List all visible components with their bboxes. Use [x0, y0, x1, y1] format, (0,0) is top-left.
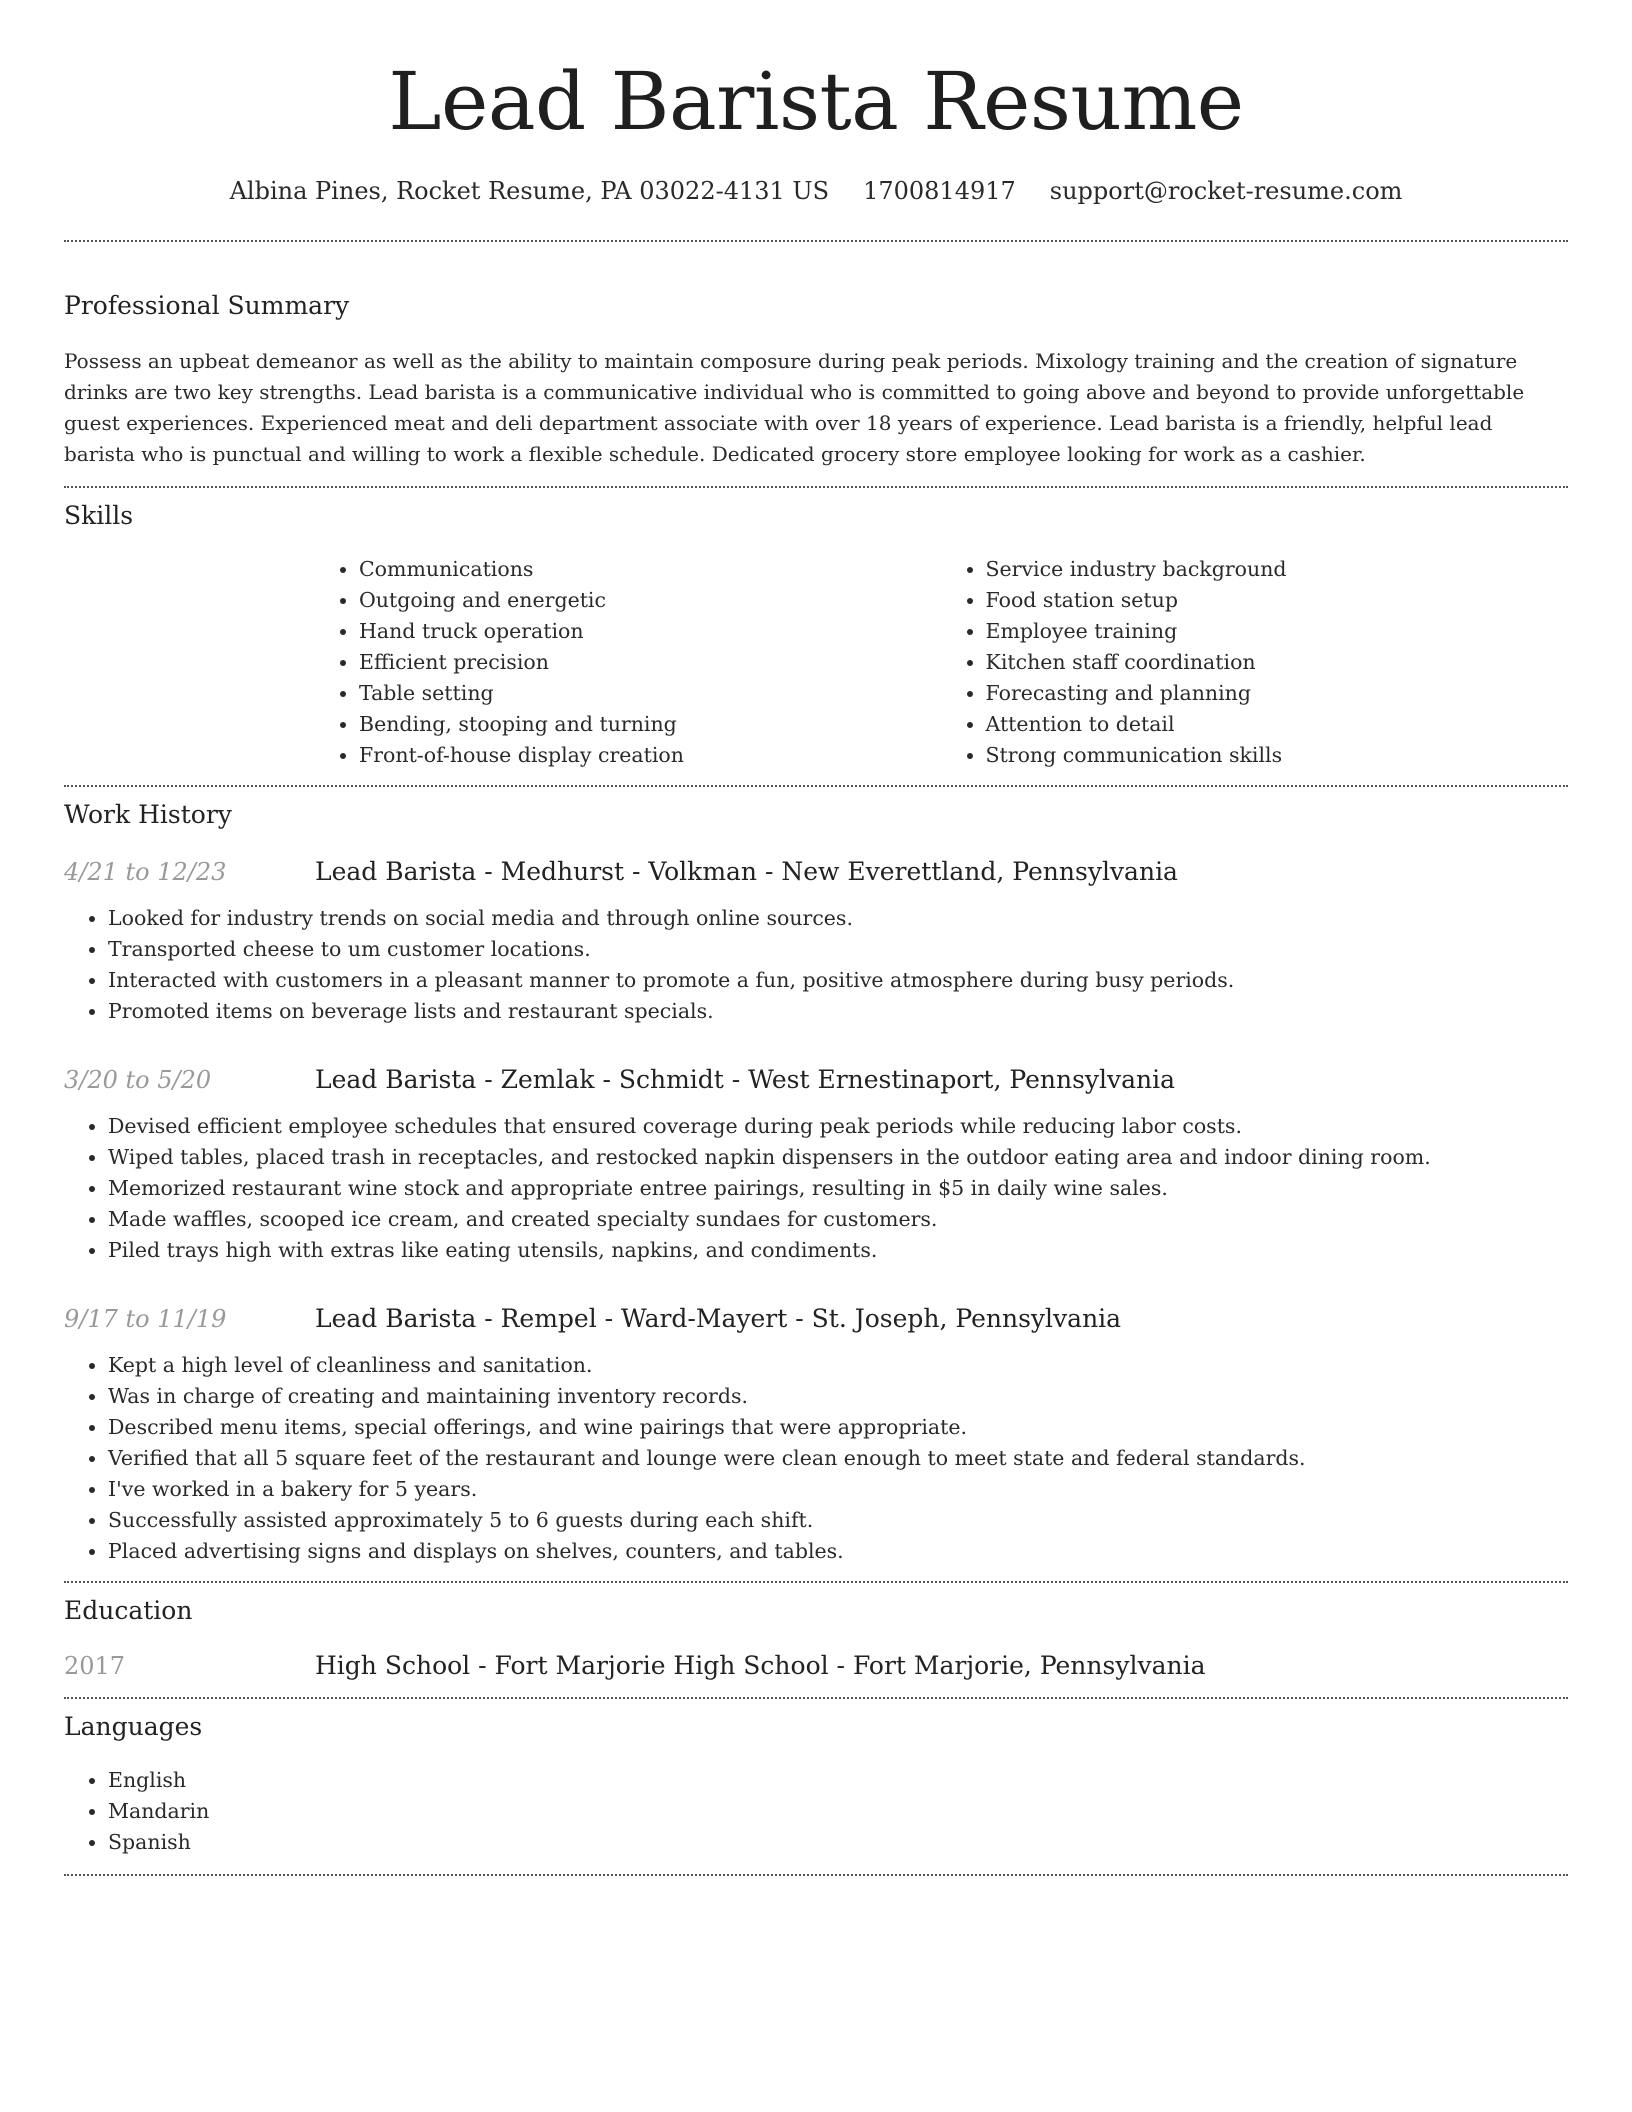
job-entry [64, 855, 1568, 1027]
language-item: • English [108, 1765, 1568, 1796]
job-dates: 9/17 to 11/19 [64, 1305, 227, 1333]
skills-columns [315, 554, 1568, 771]
job-header [64, 1063, 1568, 1097]
job-bullet: • Looked for industry trends on social media and through online sources. [108, 903, 1568, 934]
job-bullet: • I've worked in a bakery for 5 years. [108, 1474, 1568, 1505]
skill-item: • Bending, stooping and turning [359, 709, 942, 740]
education-section [64, 1583, 1568, 1697]
languages-list [64, 1765, 1568, 1858]
skill-item: • Food station setup [986, 585, 1569, 616]
summary-text: Possess an upbeat demeanor as well as the ability to maintain composure during peak periods. Mixology training and the creation of signature drinks are two key strengths. Lead barista is a communicative individual who is committed to going above and beyond to provide unforgettable guest experiences. Experienced meat and deli department associate with over 18 years of experience. Lead barista is a friendly, helpful lead barista who is punctual and willing to work a flexible schedule. Dedicated grocery store employee looking for work as a cashier. [64, 349, 1525, 466]
summary-heading: Professional Summary [64, 291, 350, 320]
job-bullet: • Wiped tables, placed trash in receptacles, and restocked napkin dispensers in the outdoor eating area and indoor dining room. [108, 1142, 1568, 1173]
education-year: 2017 [64, 1652, 126, 1680]
job-bullet: • Made waffles, scooped ice cream, and created specialty sundaes for customers. [108, 1204, 1568, 1235]
job-bullets [64, 1111, 1568, 1266]
education-heading: Education [64, 1596, 193, 1625]
work-section [64, 787, 1568, 1581]
skills-list-right [942, 554, 1569, 771]
skill-item: • Table setting [359, 678, 942, 709]
skill-item: • Efficient precision [359, 647, 942, 678]
divider [64, 1874, 1568, 1876]
skill-item: • Attention to detail [986, 709, 1569, 740]
skill-item: • Employee training [986, 616, 1569, 647]
job-bullet: • Transported cheese to um customer locations. [108, 934, 1568, 965]
job-entry [64, 1063, 1568, 1266]
skills-list-left [315, 554, 942, 771]
skills-section [64, 488, 1568, 785]
language-item: • Spanish [108, 1827, 1568, 1858]
job-dates: 4/21 to 12/23 [64, 858, 227, 886]
summary-section [64, 242, 1568, 486]
skill-item: • Hand truck operation [359, 616, 942, 647]
language-item: • Mandarin [108, 1796, 1568, 1827]
job-bullet: • Described menu items, special offerings, and wine pairings that were appropriate. [108, 1412, 1568, 1443]
job-title: Lead Barista - Rempel - Ward-Mayert - St. Joseph, Pennsylvania [315, 1304, 1122, 1333]
job-bullet: • Successfully assisted approximately 5 to 6 guests during each shift. [108, 1505, 1568, 1536]
work-heading: Work History [64, 800, 232, 829]
skill-item: • Kitchen staff coordination [986, 647, 1569, 678]
skills-heading: Skills [64, 501, 134, 530]
resume-title: Lead Barista Resume [388, 55, 1244, 148]
job-bullet: • Placed advertising signs and displays on shelves, counters, and tables. [108, 1536, 1568, 1567]
skill-item: • Strong communication skills [986, 740, 1569, 771]
job-title: Lead Barista - Zemlak - Schmidt - West Ernestinaport, Pennsylvania [315, 1065, 1176, 1094]
contact-line [64, 174, 1568, 208]
job-bullet: • Verified that all 5 square feet of the restaurant and lounge were clean enough to meet state and federal standards. [108, 1443, 1568, 1474]
contact-email: support@rocket-resume.com [1049, 177, 1403, 205]
skill-item: • Forecasting and planning [986, 678, 1569, 709]
job-bullet: • Piled trays high with extras like eating utensils, napkins, and condiments. [108, 1235, 1568, 1266]
languages-heading: Languages [64, 1712, 203, 1741]
job-dates: 3/20 to 5/20 [64, 1066, 212, 1094]
skill-item: • Communications [359, 554, 942, 585]
contact-phone: 1700814917 [863, 177, 1016, 205]
job-header [64, 855, 1568, 889]
job-bullet: • Promoted items on beverage lists and restaurant specials. [108, 996, 1568, 1027]
education-title: High School - Fort Marjorie High School - Fort Marjorie, Pennsylvania [315, 1651, 1206, 1680]
job-header [64, 1302, 1568, 1336]
job-bullet: • Devised efficient employee schedules that ensured coverage during peak periods while reducing labor costs. [108, 1111, 1568, 1142]
job-title: Lead Barista - Medhurst - Volkman - New Everettland, Pennsylvania [315, 857, 1178, 886]
job-bullet: • Interacted with customers in a pleasant manner to promote a fun, positive atmosphere during busy periods. [108, 965, 1568, 996]
languages-section [64, 1699, 1568, 1874]
job-bullets [64, 1350, 1568, 1567]
job-bullet: • Kept a high level of cleanliness and sanitation. [108, 1350, 1568, 1381]
contact-address: Albina Pines, Rocket Resume, PA 03022-4131 US [229, 177, 830, 205]
skill-item: • Service industry background [986, 554, 1569, 585]
skill-item: • Outgoing and energetic [359, 585, 942, 616]
education-entry [64, 1649, 1568, 1683]
job-bullet: • Memorized restaurant wine stock and appropriate entree pairings, resulting in $5 in daily wine sales. [108, 1173, 1568, 1204]
job-entry [64, 1302, 1568, 1567]
skill-item: • Front-of-house display creation [359, 740, 942, 771]
job-bullet: • Was in charge of creating and maintaining inventory records. [108, 1381, 1568, 1412]
job-bullets [64, 903, 1568, 1027]
